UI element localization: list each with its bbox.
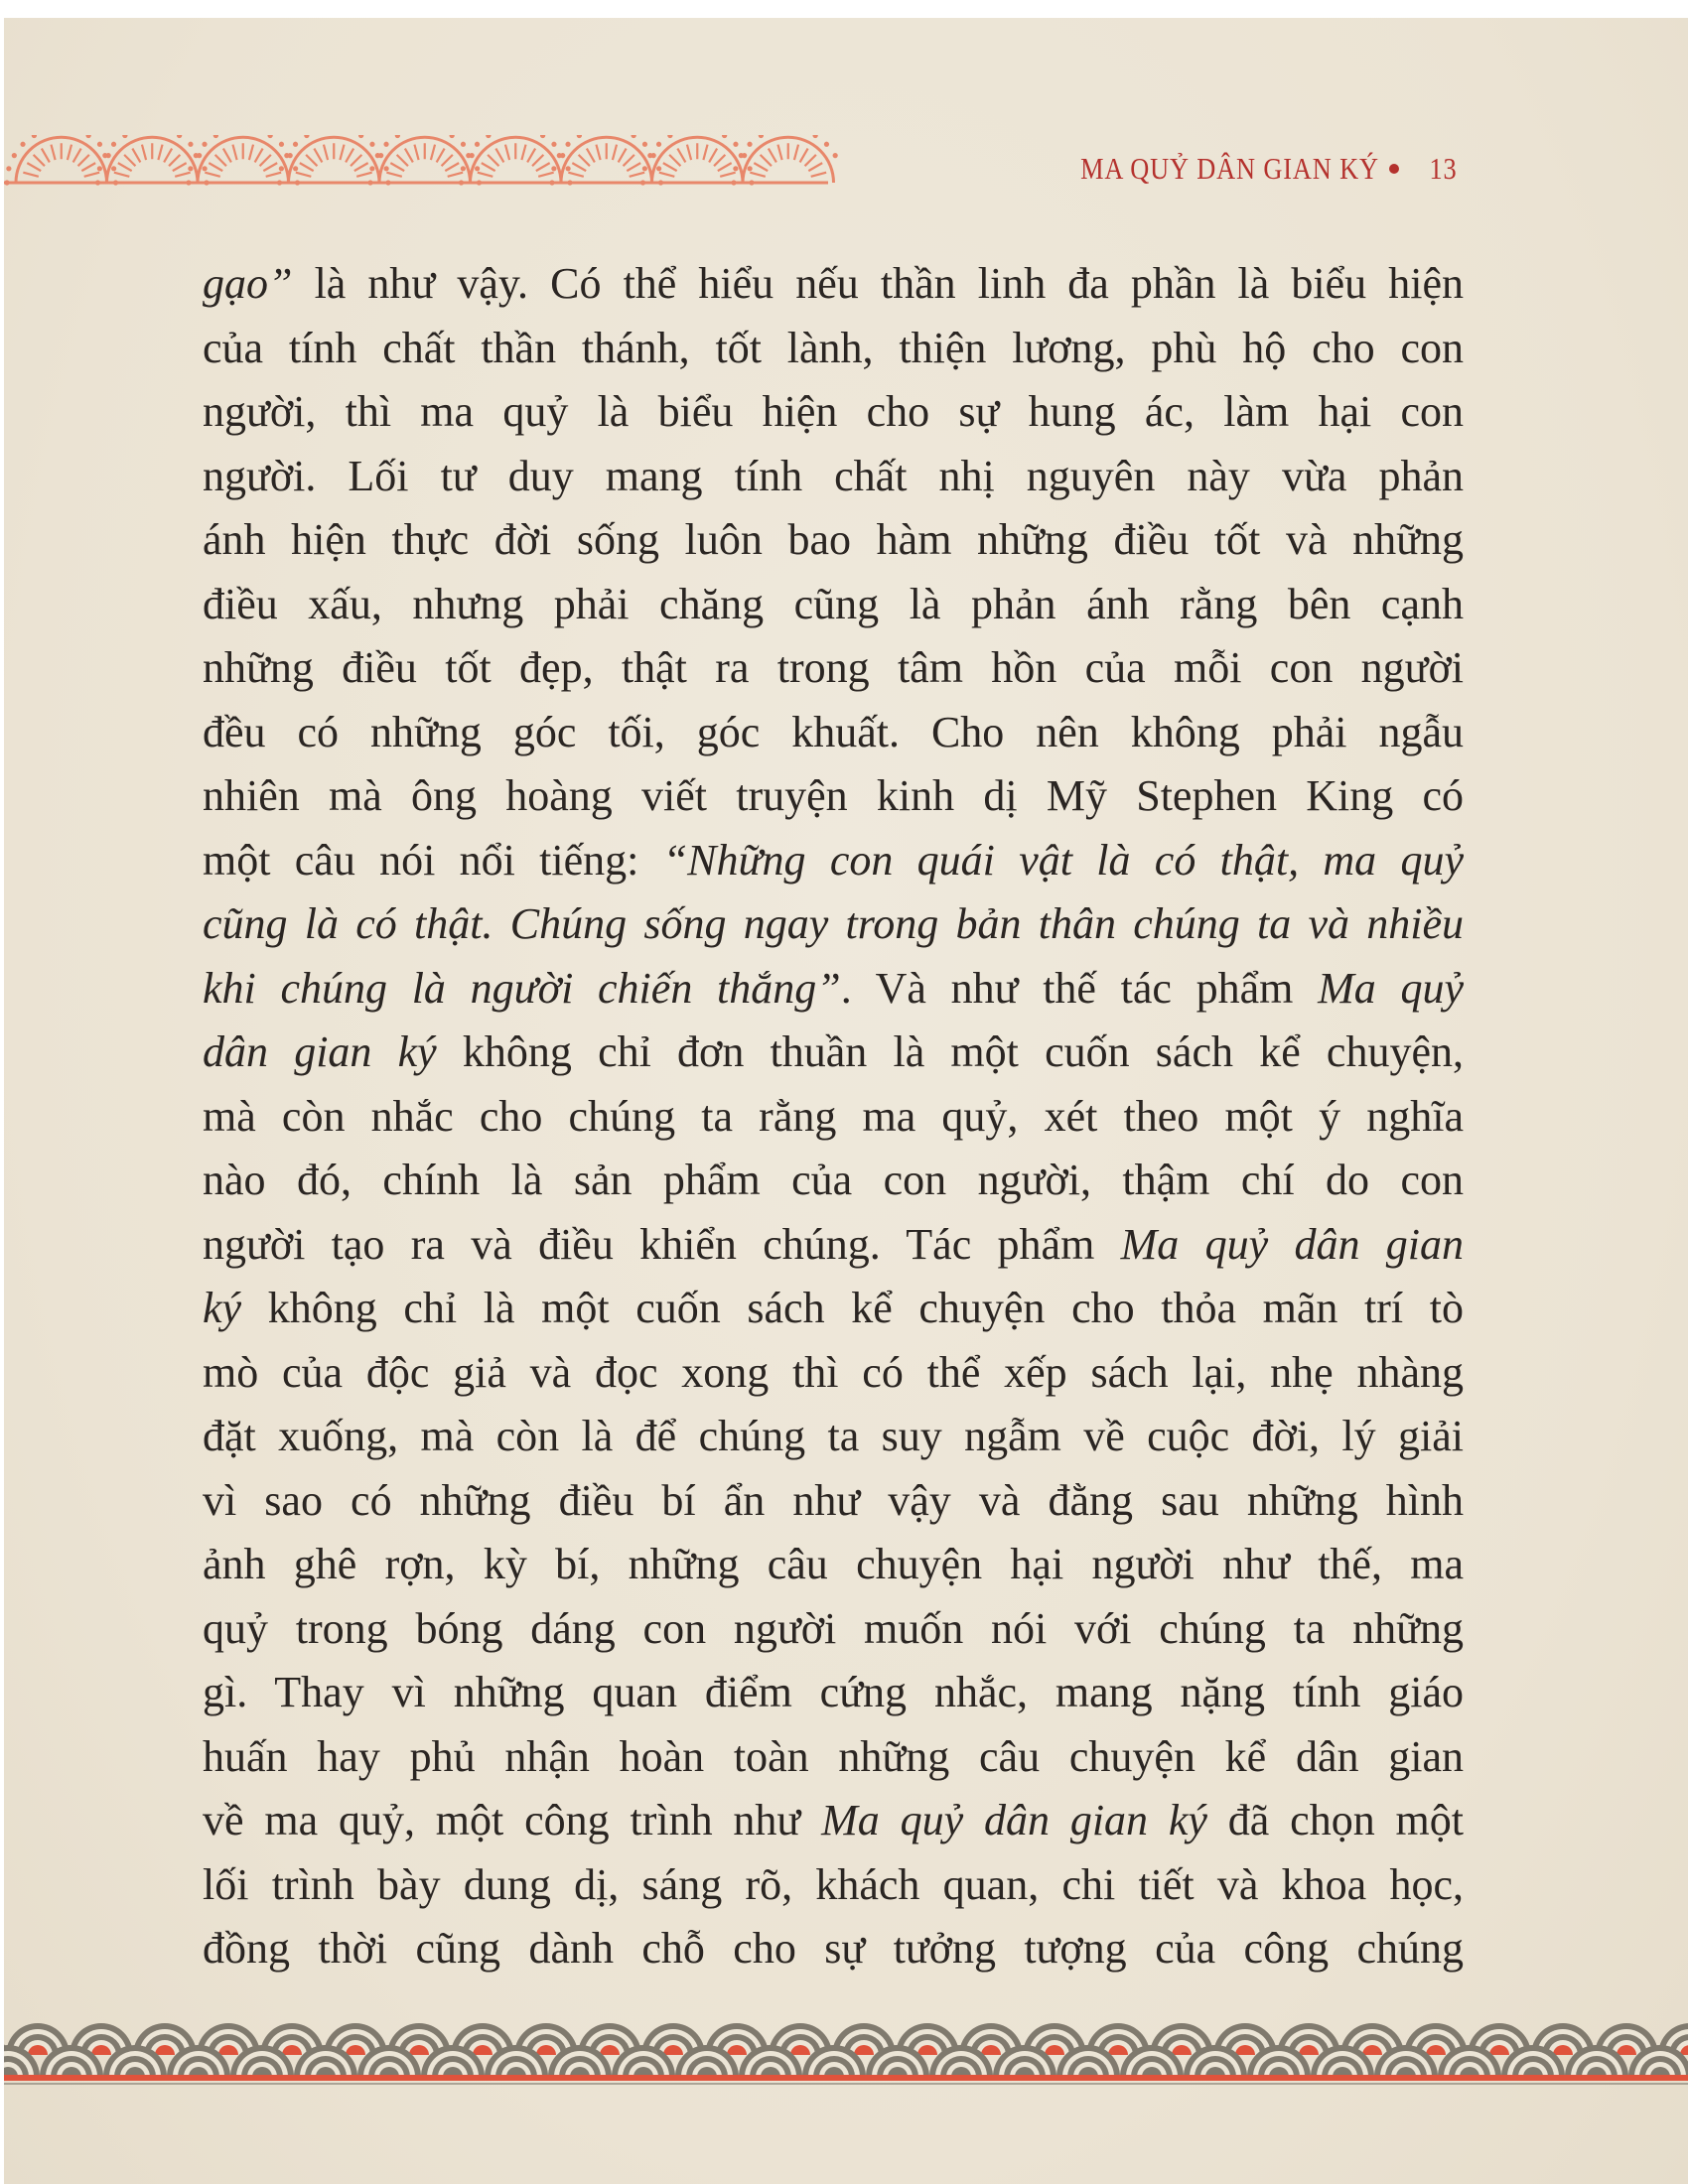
italic-segment: Ma quỷ [1318, 963, 1464, 1013]
text-line [203, 1661, 1464, 1725]
italic-segment: Ma quỷ dân gian [1120, 1219, 1464, 1269]
text-segment: huấn hay phủ nhận hoàn toàn những câu chuyện kể dân gian [203, 1731, 1464, 1781]
text-segment: lối trình bày dung dị, sáng rõ, khách quan, chi tiết và khoa học, [203, 1859, 1464, 1909]
text-line [203, 701, 1464, 765]
text-line [203, 636, 1464, 701]
text-line [203, 957, 1464, 1022]
text-segment: gì. Thay vì những quan điểm cứng nhắc, mang nặng tính giáo [203, 1668, 1464, 1716]
bullet-separator [1389, 164, 1399, 174]
text-line [203, 508, 1464, 573]
text-line [203, 764, 1464, 829]
text-line [203, 1469, 1464, 1534]
italic-segment: dân gian ký [203, 1027, 437, 1076]
running-header [1028, 149, 1460, 189]
book-title: MA QUỶ DÂN GIAN KÝ [1080, 151, 1379, 186]
text-segment: người, thì ma quỷ là biểu hiện cho sự hung ác, làm hại con [203, 387, 1464, 436]
page-number: 13 [1429, 151, 1458, 186]
text-segment: người. Lối tư duy mang tính chất nhị nguyên này vừa phản [203, 451, 1464, 500]
italic-segment: ký [203, 1284, 242, 1332]
text-segment: . Và như thế tác phẩm [840, 963, 1319, 1013]
text-line [203, 1213, 1464, 1278]
text-line [203, 573, 1464, 637]
text-segment: đã chọn một [1206, 1796, 1464, 1844]
text-segment: ánh hiện thực đời sống luôn bao hàm những điều tốt và những [203, 515, 1464, 564]
text-line [203, 252, 1464, 317]
body-text [203, 252, 1464, 1981]
text-line [203, 317, 1464, 381]
text-line [203, 892, 1464, 957]
text-line [203, 1789, 1464, 1853]
text-segment: đồng thời cũng dành chỗ cho sự tưởng tượng của công chúng [203, 1924, 1464, 1973]
italic-segment: Ma quỷ dân gian ký [821, 1796, 1207, 1844]
text-segment: người tạo ra và điều khiển chúng. Tác phẩm [203, 1219, 1121, 1269]
italic-segment: cũng là có thật. Chúng sống ngay trong bản thân chúng ta và nhiều [203, 899, 1464, 948]
text-line [203, 1533, 1464, 1597]
text-segment: mò của độc giả và đọc xong thì có thể xếp sách lại, nhẹ nhàng [203, 1347, 1464, 1397]
book-page [4, 18, 1688, 2184]
bottom-wave-ornament [4, 2015, 1688, 2087]
text-segment: của tính chất thần thánh, tốt lành, thiện lương, phù hộ cho con [203, 323, 1464, 372]
text-segment: quỷ trong bóng dáng con người muốn nói với chúng ta những [203, 1603, 1464, 1653]
text-line [203, 1021, 1464, 1085]
italic-segment: khi chúng là người chiến thắng” [203, 963, 841, 1013]
text-segment: ảnh ghê rợn, kỳ bí, những câu chuyện hại người như thế, ma [203, 1540, 1464, 1588]
text-line [203, 1277, 1464, 1341]
text-segment: không chỉ là một cuốn sách kể chuyện cho thỏa mãn trí tò [241, 1284, 1464, 1332]
italic-segment: gạo” [203, 259, 293, 308]
text-segment: đặt xuống, mà còn là để chúng ta suy ngẫm về cuộc đời, lý giải [203, 1412, 1464, 1460]
text-line [203, 1085, 1464, 1150]
text-line [203, 1597, 1464, 1662]
text-segment: đều có những góc tối, góc khuất. Cho nên không phải ngẫu [203, 707, 1464, 756]
text-line [203, 1341, 1464, 1406]
top-arc-ornament [4, 135, 838, 187]
italic-segment: “Những con quái vật là có thật, ma quỷ [662, 835, 1464, 885]
text-line [203, 445, 1464, 509]
text-line [203, 1725, 1464, 1790]
text-segment: là như vậy. Có thể hiểu nếu thần linh đa phần là biểu hiện [292, 259, 1464, 308]
text-line [203, 1917, 1464, 1981]
text-segment: điều xấu, nhưng phải chăng cũng là phản ánh rằng bên cạnh [203, 579, 1464, 628]
text-segment: mà còn nhắc cho chúng ta rằng ma quỷ, xét theo một ý nghĩa [203, 1091, 1464, 1141]
text-segment: về ma quỷ, một công trình như [203, 1796, 822, 1844]
text-line [203, 1853, 1464, 1918]
text-segment: vì sao có những điều bí ẩn như vậy và đằng sau những hình [203, 1475, 1464, 1525]
text-line [203, 380, 1464, 445]
text-segment: nhiên mà ông hoàng viết truyện kinh dị Mỹ Stephen King có [203, 771, 1464, 820]
text-line [203, 829, 1464, 893]
text-segment: những điều tốt đẹp, thật ra trong tâm hồn của mỗi con người [203, 643, 1464, 692]
text-line [203, 1405, 1464, 1469]
text-line [203, 1149, 1464, 1213]
text-segment: không chỉ đơn thuần là một cuốn sách kể chuyện, [436, 1027, 1464, 1076]
text-segment: nào đó, chính là sản phẩm của con người, thậm chí do con [203, 1156, 1464, 1204]
text-segment: một câu nói nổi tiếng: [203, 835, 663, 885]
